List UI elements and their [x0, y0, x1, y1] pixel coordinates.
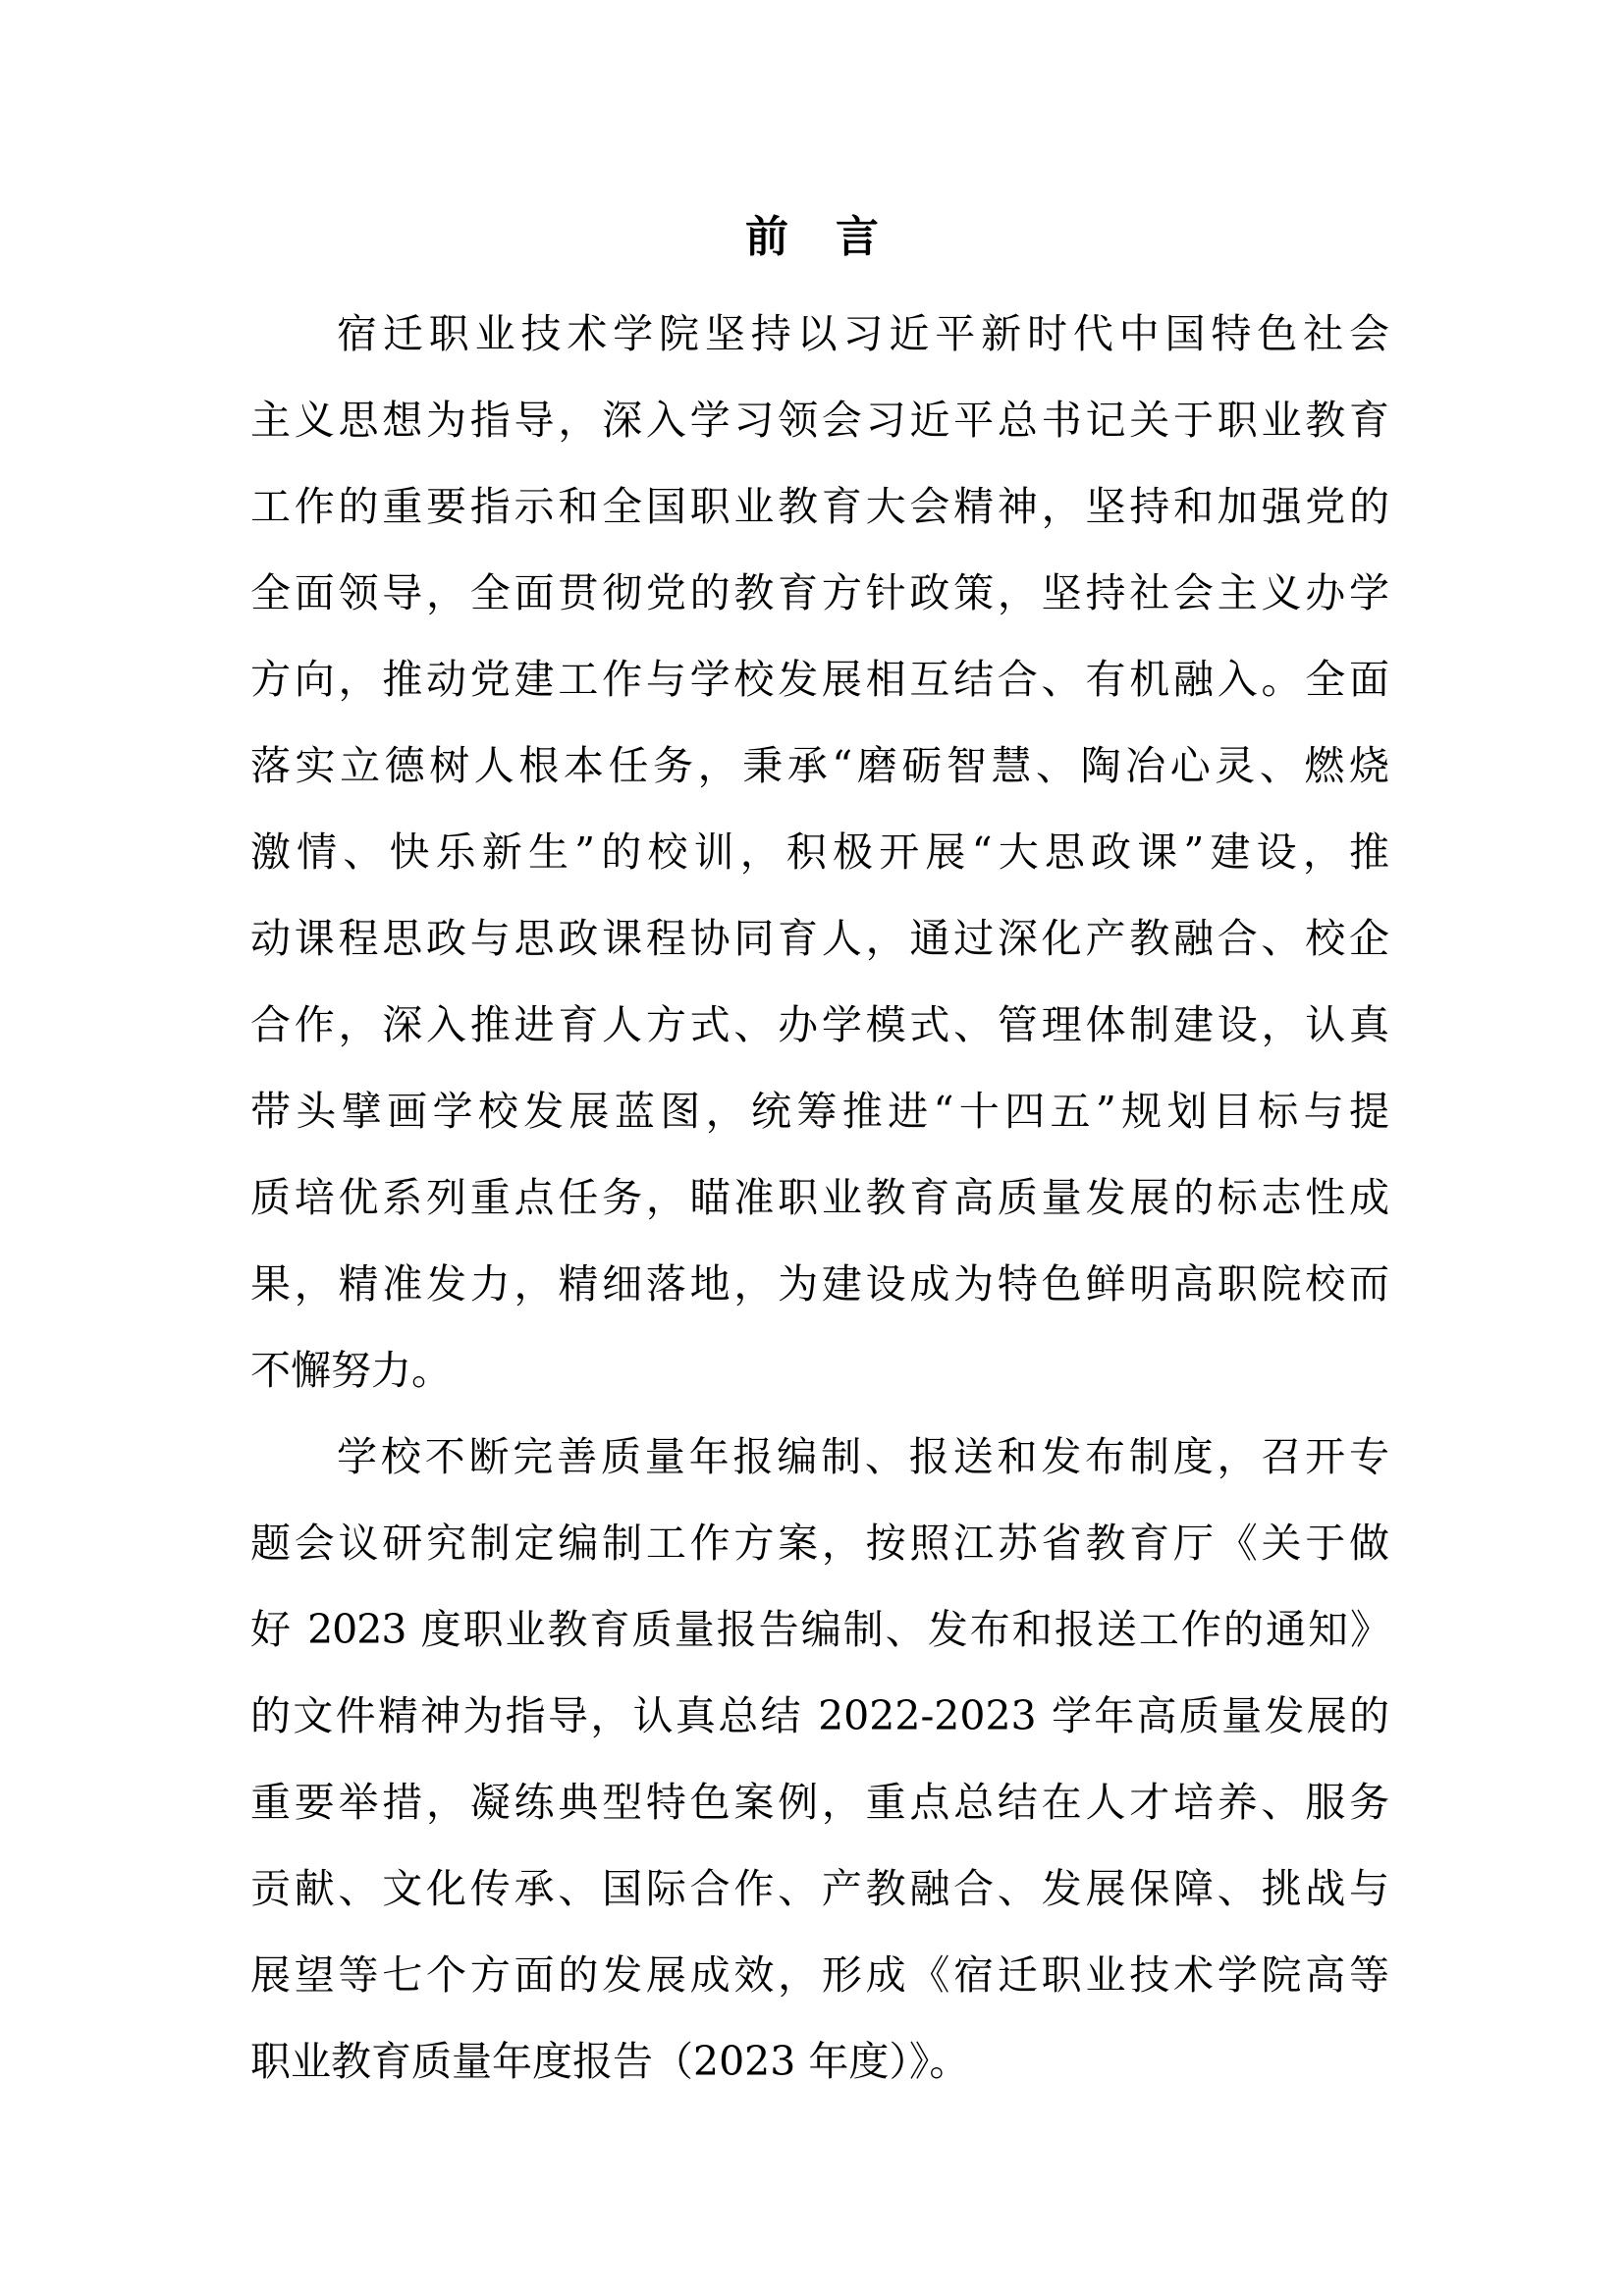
paragraph-line: 贡献、文化传承、国际合作、产教融合、发展保障、挑战与 [250, 1865, 1389, 1912]
paragraph-line: 落实立德树人根本任务，秉承“磨砺智慧、陶冶心灵、燃烧 [250, 742, 1389, 789]
paragraph-line: 方向，推动党建工作与学校发展相互结合、有机融入。全面 [250, 656, 1389, 703]
paragraph-line: 主义思想为指导，深入学习领会习近平总书记关于职业教育 [250, 397, 1389, 444]
paragraph-line: 质培优系列重点任务，瞄准职业教育高质量发展的标志性成 [250, 1174, 1389, 1221]
paragraph-line: 工作的重要指示和全国职业教育大会精神，坚持和加强党的 [250, 483, 1389, 530]
paragraph-2 [250, 1414, 1389, 2105]
paragraph-line: 全面领导，全面贯彻党的教育方针政策，坚持社会主义办学 [250, 569, 1389, 616]
paragraph-line: 动课程思政与思政课程协同育人，通过深化产教融合、校企 [250, 915, 1389, 962]
paragraph-line: 不懈努力。 [250, 1347, 452, 1394]
paragraph-line: 的文件精神为指导，认真总结 2022-2023 学年高质量发展的 [250, 1692, 1389, 1739]
paragraph-line: 学校不断完善质量年报编制、报送和发布制度，召开专 [337, 1433, 1389, 1480]
paragraph-line: 好 2023 度职业教育质量报告编制、发布和报送工作的通知》 [250, 1606, 1389, 1653]
paragraph-line: 展望等七个方面的发展成效，形成《宿迁职业技术学院高等 [250, 1951, 1389, 1999]
paragraph-line: 宿迁职业技术学院坚持以习近平新时代中国特色社会 [337, 310, 1389, 357]
paragraph-line: 重要举措，凝练典型特色案例，重点总结在人才培养、服务 [250, 1779, 1389, 1826]
paragraph-line: 职业教育质量年度报告（2023 年度）》。 [250, 2038, 970, 2085]
paragraph-line: 激情、快乐新生”的校训，积极开展“大思政课”建设，推 [250, 828, 1389, 876]
paragraph-line: 果，精准发力，精细落地，为建设成为特色鲜明高职院校而 [250, 1260, 1389, 1308]
paragraph-line: 带头擘画学校发展蓝图，统筹推进“十四五”规划目标与提 [250, 1088, 1389, 1135]
paragraph-line: 合作，深入推进育人方式、办学模式、管理体制建设，认真 [250, 1001, 1389, 1048]
paragraph-1 [250, 291, 1389, 1414]
page-title: 前言 [745, 212, 926, 262]
paragraph-line: 题会议研究制定编制工作方案，按照江苏省教育厅《关于做 [250, 1520, 1389, 1567]
preface-body [250, 291, 1389, 2105]
